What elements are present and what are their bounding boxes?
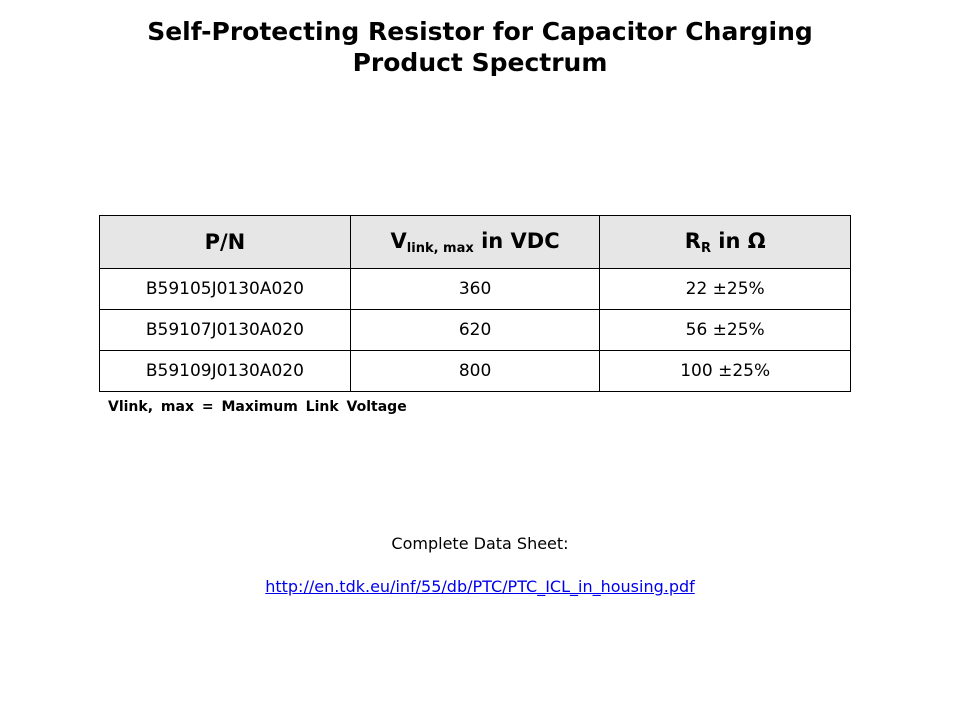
cell-vlink: 620: [350, 310, 600, 351]
table-row: [100, 310, 851, 351]
cell-part-number: B59109J0130A020: [100, 351, 351, 392]
title-line-2: Product Spectrum: [352, 48, 608, 77]
header-vlink: Vlink, max in VDC: [350, 216, 600, 269]
table-header-row: [100, 216, 851, 269]
page-title: [0, 16, 960, 78]
cell-vlink: 360: [350, 269, 600, 310]
datasheet-link[interactable]: http://en.tdk.eu/inf/55/db/PTC/PTC_ICL_in_housing.pdf: [265, 577, 695, 596]
table-row: [100, 269, 851, 310]
datasheet-link-container: [0, 577, 960, 596]
cell-resistance: 100 ±25%: [600, 351, 851, 392]
table-row: [100, 351, 851, 392]
cell-part-number: B59105J0130A020: [100, 269, 351, 310]
cell-resistance: 56 ±25%: [600, 310, 851, 351]
header-part-number: P/N: [100, 216, 351, 269]
cell-vlink: 800: [350, 351, 600, 392]
header-rr-subscript: R: [700, 240, 711, 256]
product-table: [99, 215, 851, 392]
datasheet-label: Complete Data Sheet:: [391, 534, 569, 553]
cell-resistance: 22 ±25%: [600, 269, 851, 310]
title-line-1: Self-Protecting Resistor for Capacitor Charging: [147, 17, 813, 46]
table-footnote: Vlink, max = Maximum Link Voltage: [108, 399, 407, 415]
header-vlink-subscript: link, max: [406, 240, 474, 256]
cell-part-number: B59107J0130A020: [100, 310, 351, 351]
header-resistance: RR in Ω: [600, 216, 851, 269]
